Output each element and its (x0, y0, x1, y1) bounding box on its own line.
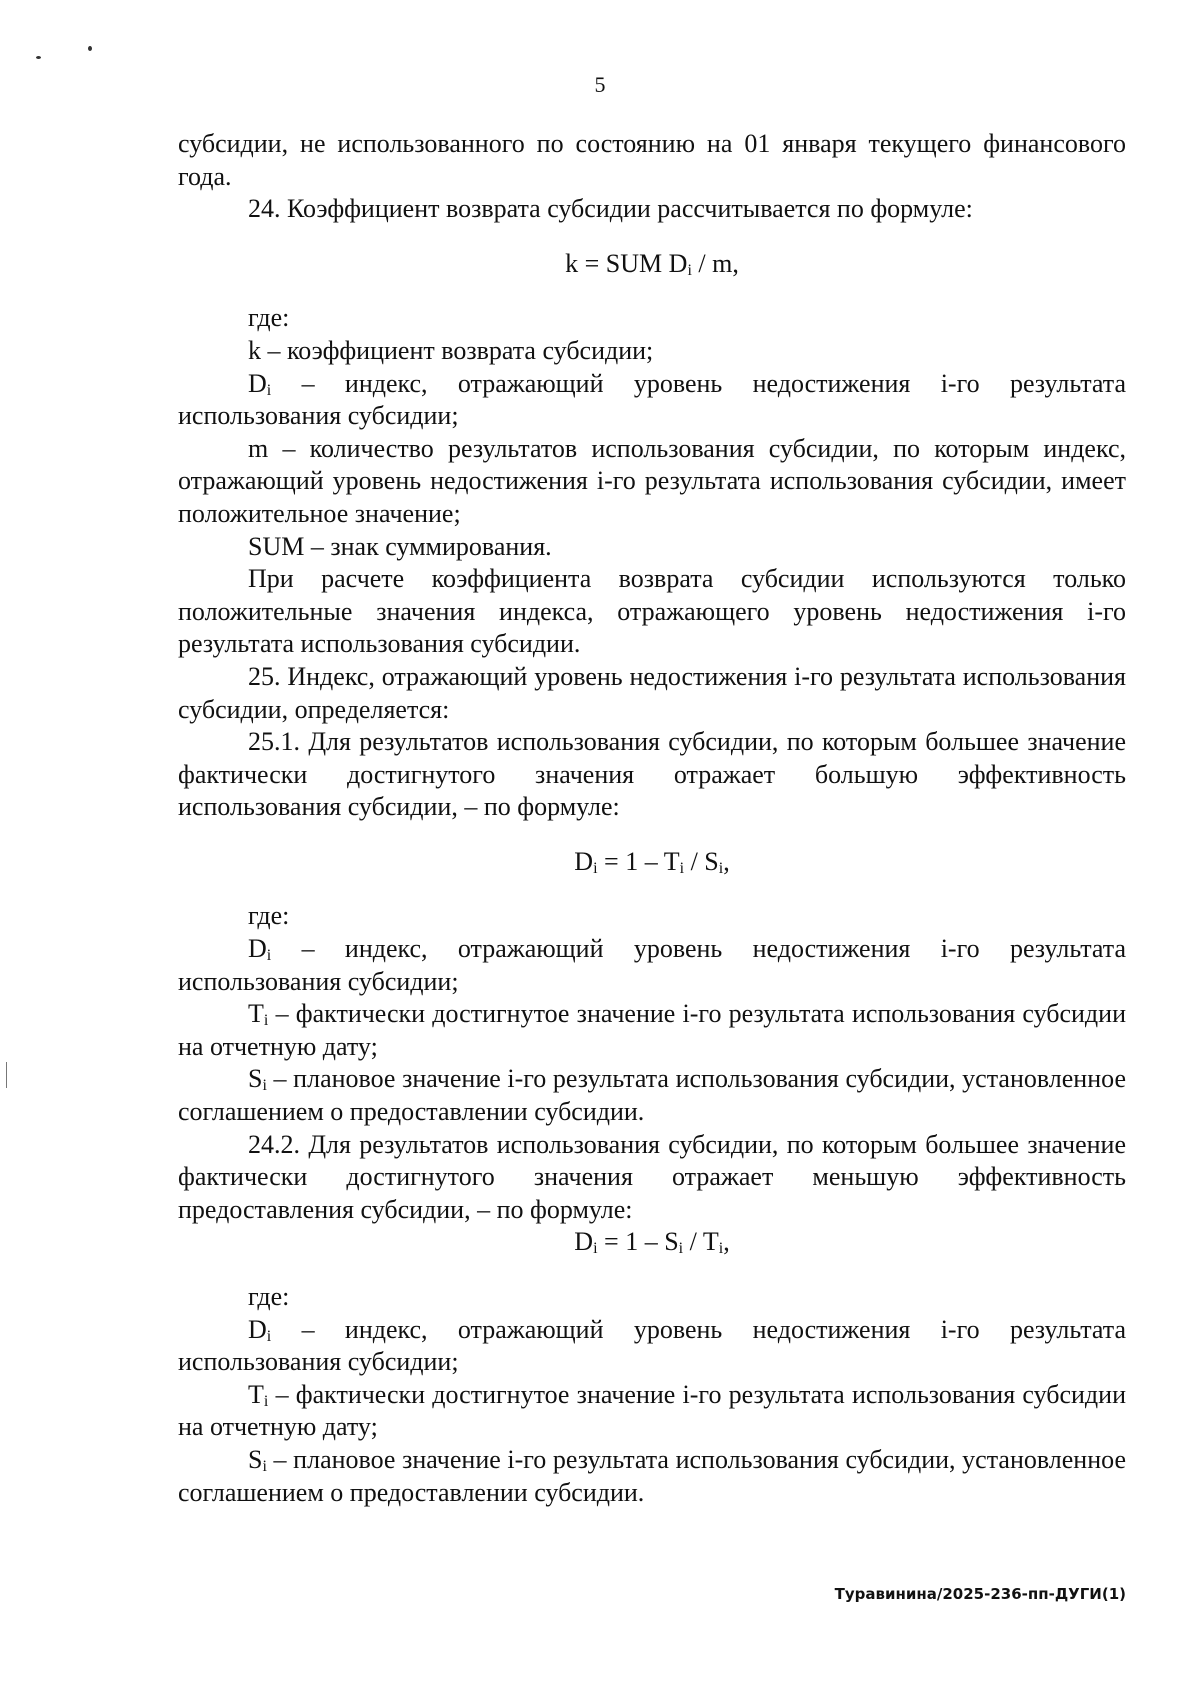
scan-speck (88, 46, 92, 51)
paragraph-24-2: 24.2. Для результатов использования субсидии, по которым большее значение фактически достигнутого значения отражает меньшую эффективность предоставления субсидии, – по формуле: (178, 1129, 1126, 1224)
paragraph-continuation: субсидии, не использованного по состоянию на 01 января текущего финансового года. (178, 129, 1126, 191)
definition-di: $D_i$ – индекс, отражающий уровень недостижения i-го результата использования субсидии; (178, 368, 1126, 431)
definition-di: $D_i$ – индекс, отражающий уровень недостижения i-го результата использования субсидии; (178, 1314, 1126, 1377)
paragraph-25: 25. Индекс, отражающий уровень недостижения i-го результата использования субсидии, определяется: (178, 661, 1126, 724)
definition-si: $S_i$ – плановое значение i-го результата использования субсидии, установленное соглашением о предоставлении субсидии. (178, 1444, 1126, 1507)
definition-sum: SUM – знак суммирования. (248, 531, 552, 561)
where-label: где: (248, 303, 290, 333)
definition-m: m – количество результатов использования субсидии, по которым индекс, отражающий уровень недостижения i-го результата использования субсидии, имеет положительное значение; (178, 433, 1126, 528)
page-number: 5 (594, 72, 606, 97)
definition-ti: $T_i$ – фактически достигнутое значение i-го результата использования субсидии на отчетную дату; (178, 1379, 1126, 1442)
formula-di-1: $D_i = 1 - T_i / S_i$, (574, 846, 730, 877)
definition-di: $D_i$ – индекс, отражающий уровень недостижения i-го результата использования субсидии; (178, 934, 1126, 996)
where-label: где: (248, 1282, 290, 1311)
paragraph-calc-note: При расчете коэффициента возврата субсидии используются только положительные значения индекса, отражающего уровень недостижения i-го результата использования субсидии. (178, 564, 1126, 659)
scan-speck (36, 56, 41, 59)
definition-ti: $T_i$ – фактически достигнутое значение i-го результата использования субсидии на отчетную дату; (178, 999, 1126, 1061)
scan-edge-mark (6, 1062, 7, 1088)
document-body (178, 128, 1126, 1509)
formula-di-2: $D_i = 1 - S_i / T_i$, (574, 1227, 730, 1258)
document-footer-id: Туравинина/2025-236-пп-ДУГИ(1) (834, 1585, 1126, 1603)
paragraph-24: 24. Коэффициент возврата субсидии рассчитывается по формуле: (248, 194, 973, 224)
formula-k: k = SUM $D_i$ / m, (565, 248, 739, 279)
where-label: где: (248, 901, 290, 931)
definition-si: $S_i$ – плановое значение i-го результата использования субсидии, установленное соглашением о предоставлении субсидии. (178, 1064, 1126, 1127)
definition-k: k – коэффициент возврата субсидии; (248, 335, 654, 365)
paragraph-25-1: 25.1. Для результатов использования субсидии, по которым большее значение фактически достигнутого значения отражает большую эффективность использования субсидии, – по формуле: (178, 727, 1126, 822)
